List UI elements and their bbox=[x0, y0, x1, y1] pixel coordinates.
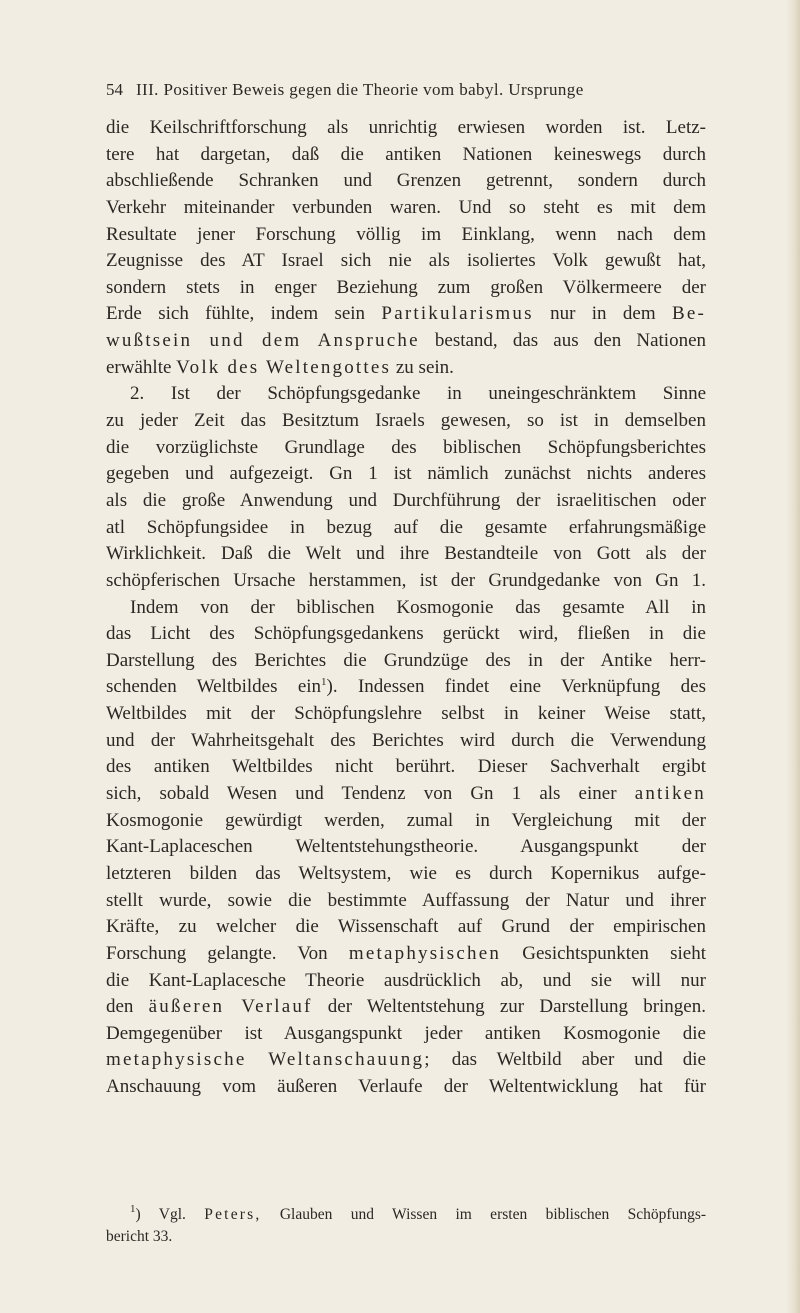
spaced-term: antiken bbox=[634, 783, 707, 805]
text-line: tere hat dargetan, daß die antiken Nationen keineswegs durch bbox=[106, 143, 706, 165]
text-line: Kräfte, zu welcher die Wissenschaft auf Grund der empirischen bbox=[106, 916, 706, 938]
spaced-term: wußtsein und dem Anspruche bbox=[106, 330, 420, 352]
body-text bbox=[106, 115, 706, 1101]
spaced-term: metaphysische Weltanschauung; bbox=[106, 1049, 432, 1071]
text-line: Wirklichkeit. Daß die Welt und ihre Bestandteile von Gott als der bbox=[106, 543, 706, 565]
spaced-term: Partikularismus bbox=[381, 303, 534, 325]
footnote-line: $^1$) Vgl. Peters, Glauben und Wissen im ersten biblischen Schöpfungs- bbox=[130, 1203, 707, 1223]
text-line: sich, sobald Wesen und Tendenz von Gn 1 als einer antiken bbox=[106, 783, 707, 805]
text-line: Kosmogonie gewürdigt werden, zumal in Vergleichung mit der bbox=[106, 809, 706, 831]
footnote-author: Peters, bbox=[204, 1206, 262, 1223]
text-line: Resultate jener Forschung völlig im Einklang, wenn nach dem bbox=[106, 223, 706, 245]
footnote bbox=[106, 1204, 706, 1248]
running-title: III. Positiver Beweis gegen die Theorie vom babyl. Ursprunge bbox=[136, 80, 584, 99]
text-line: die Keilschriftforschung als unrichtig erwiesen worden ist. Letz- bbox=[106, 117, 706, 138]
text-line: das Licht des Schöpfungsgedankens gerückt wird, fließen in die bbox=[106, 623, 706, 645]
text-line: schenden Weltbildes ein$^1$). Indessen findet eine Verknüpfung des bbox=[106, 676, 706, 698]
spaced-term: metaphysischen bbox=[348, 942, 502, 964]
text-line: des antiken Weltbildes nicht berührt. Dieser Sachverhalt ergibt bbox=[106, 756, 706, 778]
text-line: sondern stets in enger Beziehung zum großen Völkermeere der bbox=[106, 276, 706, 298]
text-line: die vorzüglichste Grundlage des biblischen Schöpfungsberichtes bbox=[106, 436, 706, 458]
text-line: Kant-Laplaceschen Weltentstehungstheorie. Ausgangspunkt der bbox=[106, 836, 706, 858]
section-start-line: 2. Ist der Schöpfungsgedanke in uneingeschränktem Sinne bbox=[130, 383, 706, 405]
text-line: schöpferischen Ursache herstammen, ist der Grundgedanke von Gn 1. bbox=[106, 569, 706, 591]
text-line: letzteren bilden das Weltsystem, wie es durch Kopernikus aufge- bbox=[106, 862, 706, 884]
text-line: Verkehr miteinander verbunden waren. Und so steht es mit dem bbox=[106, 196, 706, 218]
page-number: 54 bbox=[106, 80, 123, 99]
text-line: Zeugnisse des AT Israel sich nie als isoliertes Volk gewußt hat, bbox=[106, 250, 706, 272]
text-line: und der Wahrheitsgehalt des Berichtes wird durch die Verwendung bbox=[106, 729, 706, 751]
text-line: die Kant-Laplacesche Theorie ausdrücklich ab, und sie will nur bbox=[106, 969, 706, 991]
spaced-term: Volk des Weltengottes bbox=[176, 356, 392, 378]
text-line: Demgegenüber ist Ausgangspunkt jeder antiken Kosmogonie die bbox=[106, 1022, 706, 1044]
footnote-number: 1 bbox=[130, 1203, 136, 1215]
text-line: Erde sich fühlte, indem sein Partikularismus nur in dem Be- bbox=[106, 303, 706, 325]
text-line: erwählte Volk des Weltengottes zu sein. bbox=[106, 356, 454, 378]
text-line: gegeben und aufgezeigt. Gn 1 ist nämlich zunächst nichts anderes bbox=[106, 463, 706, 485]
footnote-line: bericht 33. bbox=[106, 1228, 173, 1245]
footnote-marker: 1 bbox=[321, 676, 327, 689]
page-edge-shadow bbox=[786, 0, 800, 1313]
text-line: atl Schöpfungsidee in bezug auf die gesamte erfahrungsmäßige bbox=[106, 516, 706, 538]
text-line: Anschauung vom äußeren Verlaufe der Weltentwicklung hat für bbox=[106, 1076, 706, 1098]
text-line: zu jeder Zeit das Besitztum Israels gewesen, so ist in demselben bbox=[106, 410, 706, 432]
text-line: Indem von der biblischen Kosmogonie das gesamte All in bbox=[130, 596, 706, 618]
spaced-term: äußeren Verlauf bbox=[148, 996, 313, 1018]
text-line: als die große Anwendung und Durchführung der israelitischen oder bbox=[106, 489, 706, 511]
text-line: Darstellung des Berichtes die Grundzüge des in der Antike herr- bbox=[106, 649, 706, 671]
text-line: abschließende Schranken und Grenzen getrennt, sondern durch bbox=[106, 170, 706, 192]
text-line: den äußeren Verlauf der Weltentstehung zur Darstellung bringen. bbox=[106, 996, 706, 1018]
text-line: stellt wurde, sowie die bestimmte Auffassung der Natur und ihrer bbox=[106, 889, 706, 911]
text-line: Weltbildes mit der Schöpfungslehre selbst in keiner Weise statt, bbox=[106, 703, 706, 725]
text-line: wußtsein und dem Anspruche bestand, das aus den Nationen bbox=[106, 330, 707, 352]
running-header bbox=[106, 80, 718, 106]
text-line: Forschung gelangte. Von metaphysischen Gesichtspunkten sieht bbox=[106, 942, 707, 964]
text-line: metaphysische Weltanschauung; das Weltbild aber und die bbox=[106, 1049, 706, 1071]
